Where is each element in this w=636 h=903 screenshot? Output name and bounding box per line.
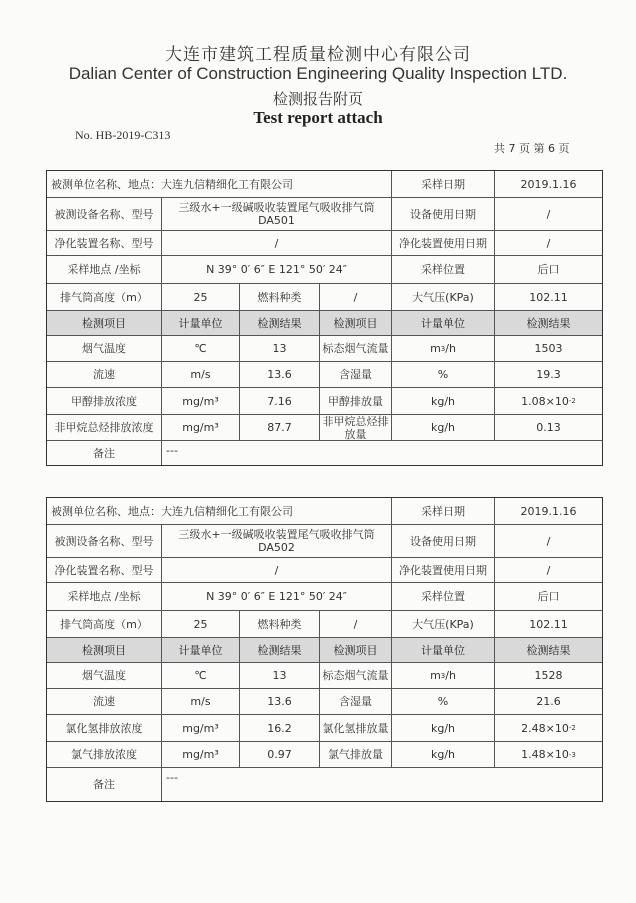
pressure-value: 102.11 [529,617,568,631]
coordinates-value: N 39° 0′ 6″ E 121° 50′ 24″ [162,583,392,610]
col-item-header-2: 检测项目 [320,638,392,662]
purifier-row [47,558,602,583]
fuel-label: 燃料种类 [240,611,320,637]
purifier-row [47,231,602,256]
unit-2: kg/h [392,415,495,440]
item-name-2: 含湿量 [320,689,392,714]
equipment-model: DA501 [258,214,295,227]
equipment-value [162,525,392,557]
equipment-date-value: / [546,207,551,221]
unit-name-label: 被测单位名称、地点： [51,504,161,518]
remark-label: 备注 [47,768,162,801]
unit-name-value: 大连九信精细化工有限公司 [161,177,293,191]
item-name-2: 氯化氢排放量 [320,715,392,741]
stack-height-label: 排气筒高度（m） [47,284,162,310]
equipment-name: 三级水+一级碱吸收装置尾气吸收排气筒 [178,201,375,214]
stack-height-value: 25 [162,611,240,637]
item-name: 非甲烷总烃排放浓度 [47,415,162,440]
result-2: 21.6 [536,695,561,708]
col-unit-header-2: 计量单位 [392,638,495,662]
pressure-label: 大气压(KPa) [392,284,495,310]
stack-row [47,284,602,311]
purifier-value: / [162,231,392,255]
doc-title-en: Test report attach [253,108,383,127]
fuel-value: / [320,284,392,310]
purifier-value: / [162,558,392,582]
item-name: 氯气排放浓度 [47,742,162,767]
unit-2: m 3 /h [392,336,495,361]
pressure-label: 大气压(KPa) [392,611,495,637]
result-2: 1528 [534,669,563,682]
unit: mg/m³ [162,715,240,741]
item-name-2: 非甲烷总烃排放量 [320,415,392,440]
location-label: 采样地点 /坐标 [47,256,162,283]
equipment-date-value: / [546,534,551,548]
result: 7.16 [240,388,320,414]
remark-label: 备注 [47,441,162,465]
result-2: 0.13 [536,421,561,434]
coordinates-value: N 39° 0′ 6″ E 121° 50′ 24″ [162,256,392,283]
item-name: 流速 [47,362,162,387]
unit-2: kg/h [392,715,495,741]
purifier-date-value: / [546,563,551,577]
org-name-en: Dalian Center of Construction Engineering Quality Inspection LTD. [68,64,568,83]
col-item-header: 检测项目 [47,638,162,662]
purifier-date-label: 净化装置使用日期 [392,231,495,255]
result-2: 19.3 [536,368,561,381]
equipment-value [162,198,392,230]
stack-height-value: 25 [162,284,240,310]
remark-row [47,768,602,801]
doc-title-cn: 检测报告附页 [272,90,363,108]
fuel-label: 燃料种类 [240,284,320,310]
purifier-date-value: / [546,236,551,250]
item-name: 烟气温度 [47,663,162,688]
col-item-header: 检测项目 [47,311,162,335]
report-table-1 [46,170,603,466]
sampling-date-value: 2019.1.16 [520,504,577,518]
remark-value: --- [166,444,178,457]
table-row [47,388,602,415]
stack-row [47,611,602,638]
unit-2: % [392,689,495,714]
unit: mg/m³ [162,415,240,440]
purifier-label: 净化装置名称、型号 [47,558,162,582]
location-label: 采样地点 /坐标 [47,583,162,610]
table-row [47,663,602,689]
item-name: 流速 [47,689,162,714]
result-2: 2.48×10 -2 [521,721,576,735]
item-name: 甲醇排放浓度 [47,388,162,414]
item-name-2: 标态烟气流量 [320,663,392,688]
result: 13.6 [240,362,320,387]
unit-row [47,171,602,198]
report-number: No. HB-2019-C313 [75,128,171,142]
unit: m/s [162,689,240,714]
unit-2: kg/h [392,742,495,767]
col-result-header: 检测结果 [240,311,320,335]
unit-2: kg/h [392,388,495,414]
result: 13 [240,336,320,361]
equipment-model: DA502 [258,541,295,554]
result-2: 1.48×10 -3 [521,748,576,761]
table-row [47,715,602,742]
result: 13 [240,663,320,688]
unit: mg/m³ [162,742,240,767]
equipment-label: 被测设备名称、型号 [47,198,162,230]
position-value: 后口 [537,263,560,276]
equipment-row [47,198,602,231]
equipment-row [47,525,602,558]
table-row [47,415,602,441]
result: 87.7 [240,415,320,440]
col-unit-header-2: 计量单位 [392,311,495,335]
equipment-name: 三级水+一级碱吸收装置尾气吸收排气筒 [178,528,375,541]
unit-name-value: 大连九信精细化工有限公司 [161,504,293,518]
measurement-header-row [47,311,602,336]
col-result-header: 检测结果 [240,638,320,662]
position-value: 后口 [537,590,560,603]
unit-name-label: 被测单位名称、地点： [51,177,161,191]
item-name-2: 含湿量 [320,362,392,387]
sampling-date-label: 采样日期 [392,171,495,197]
measurement-header-row [47,638,602,663]
result: 13.6 [240,689,320,714]
unit: mg/m³ [162,388,240,414]
purifier-date-label: 净化装置使用日期 [392,558,495,582]
stack-height-label: 排气筒高度（m） [47,611,162,637]
org-name-cn: 大连市建筑工程质量检测中心有限公司 [165,45,471,65]
col-result-header-2: 检测结果 [495,311,602,335]
remark-row [47,441,602,465]
result-2: 1503 [534,342,563,355]
table-row [47,742,602,768]
table-row [47,362,602,388]
item-name-2: 氯气排放量 [320,742,392,767]
report-table-2 [46,497,603,802]
page-info: 共 7 页 第 6 页 [494,142,570,155]
unit-2: % [392,362,495,387]
unit: ℃ [162,663,240,688]
purifier-label: 净化装置名称、型号 [47,231,162,255]
location-row [47,583,602,611]
result-2: 1.08×10 -2 [521,394,576,408]
position-label: 采样位置 [392,583,495,610]
unit-2: m 3 /h [392,663,495,688]
col-unit-header: 计量单位 [162,638,240,662]
result: 16.2 [240,715,320,741]
location-row [47,256,602,284]
unit: m/s [162,362,240,387]
remark-value: --- [166,771,178,784]
col-result-header-2: 检测结果 [495,638,602,662]
equipment-label: 被测设备名称、型号 [47,525,162,557]
unit-row [47,498,602,525]
fuel-value: / [320,611,392,637]
table-row [47,689,602,715]
sampling-date-value: 2019.1.16 [520,177,577,191]
item-name: 烟气温度 [47,336,162,361]
col-unit-header: 计量单位 [162,311,240,335]
equipment-date-label: 设备使用日期 [392,198,495,230]
item-name-2: 标态烟气流量 [320,336,392,361]
col-item-header-2: 检测项目 [320,311,392,335]
pressure-value: 102.11 [529,290,568,304]
position-label: 采样位置 [392,256,495,283]
item-name: 氯化氢排放浓度 [47,715,162,741]
result: 0.97 [240,742,320,767]
sampling-date-label: 采样日期 [392,498,495,524]
table-row [47,336,602,362]
unit: ℃ [162,336,240,361]
item-name-2: 甲醇排放量 [320,388,392,414]
equipment-date-label: 设备使用日期 [392,525,495,557]
